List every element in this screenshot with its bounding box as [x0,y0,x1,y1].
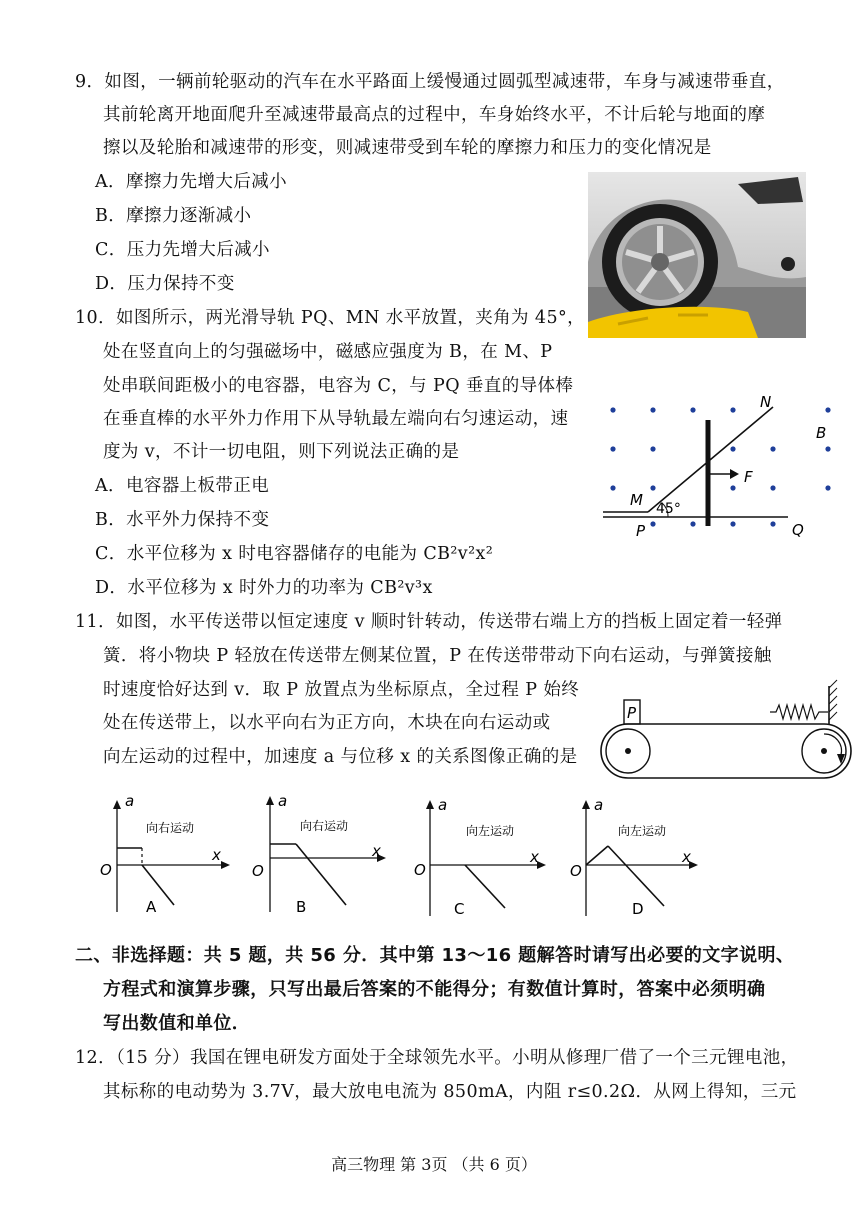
q10-line-4: 在垂直棒的水平外力作用下从导轨最左端向右匀速运动，速 [103,409,569,429]
graph-c-ylabel: a [438,796,448,814]
graph-d-origin: O [570,862,582,880]
car-wheel-photo [588,172,806,338]
label-n: N [760,393,772,411]
q10-line-3: 处串联间距极小的电容器，电容为 C，与 PQ 垂直的导体棒 [103,376,574,396]
q12-line-1: 12．（15 分）我国在锂电研发方面处于全球领先水平。小明从修理厂借了一个三元锂电池， [75,1048,799,1068]
q9-option-c: C．压力先增大后减小 [95,240,270,260]
q12-line-2: 其标称的电动势为 3.7V，最大放电电流为 850mA，内阻 r≤0.2Ω．从网上得知，三元 [103,1082,797,1102]
q11-line-3: 时速度恰好达到 v．取 P 放置点为坐标原点，全过程 P 始终 [103,680,580,700]
magnetic-field-dots [610,407,830,526]
graph-c-xlabel: x [530,848,539,866]
graph-c [410,790,560,918]
q10-line-5: 度为 v，不计一切电阻，则下列说法正确的是 [103,442,460,462]
block-p-label: P [627,704,637,722]
graph-b-ylabel: a [278,792,288,810]
label-b: B [816,424,827,442]
page-footer: 高三物理 第 3页 （共 6 页） [331,1155,537,1174]
rails-magnetic-field-diagram [598,392,848,542]
label-q: Q [792,521,804,539]
graph-c-letter: C [454,900,465,918]
q11-line-2: 簧．将小物块 P 轻放在传送带左侧某位置，P 在传送带带动下向右运动，与弹簧接触 [103,646,772,666]
q10-line-1: 10．如图所示，两光滑导轨 PQ、MN 水平放置，夹角为 45°， [75,308,586,328]
spring [770,705,828,719]
section2-line-2: 方程式和演算步骤，只写出最后答案的不能得分；有数值计算时，答案中必须明确 [103,979,766,1000]
q10-option-c: C．水平位移为 x 时电容器储存的电能为 CB²v²x² [95,544,494,564]
q11-line-1: 11．如图，水平传送带以恒定速度 v 顺时针转动，传送带右端上方的挡板上固定着一轻弹 [75,612,783,632]
q9-option-a: A．摩擦力先增大后减小 [95,172,288,192]
label-angle: 45° [656,501,681,517]
q10-option-b: B．水平外力保持不变 [95,510,270,530]
graph-d-note: 向左运动 [618,824,667,838]
q11-line-4: 处在传送带上，以水平向右为正方向，木块在向右运动或 [103,713,551,733]
conveyor-belt-diagram [598,672,860,784]
graph-b-note: 向右运动 [300,819,349,833]
q9-line-1: 9．如图，一辆前轮驱动的汽车在水平路面上缓慢通过圆弧型减速带，车身与减速带垂直， [75,72,785,92]
q9-option-d: D．压力保持不变 [95,274,235,294]
graph-a-xlabel: x [212,846,221,864]
section2-line-1: 二、非选择题：共 5 题，共 56 分．其中第 13～16 题解答时请写出必要的文字说明、 [75,945,795,966]
q11-line-5: 向左运动的过程中，加速度 a 与位移 x 的关系图像正确的是 [103,747,578,767]
q10-line-2: 处在竖直向上的匀强磁场中，磁感应强度为 B，在 M、P [103,342,553,362]
q9-line-2: 其前轮离开地面爬升至减速带最高点的过程中，车身始终水平，不计后轮与地面的摩 [103,105,766,125]
section2-line-3: 写出数值和单位． [103,1013,251,1034]
graph-b [250,790,400,918]
graph-b-xlabel: x [372,842,381,860]
label-p: P [636,522,646,540]
q9-line-3: 擦以及轮胎和减速带的形变，则减速带受到车轮的摩擦力和压力的变化情况是 [103,138,712,158]
graph-c-note: 向左运动 [466,824,515,838]
graph-a-origin: O [100,861,112,879]
q10-option-d: D．水平位移为 x 时外力的功率为 CB²v³x [95,578,433,598]
graph-a-letter: A [146,898,157,916]
graph-c-origin: O [414,861,426,879]
graph-d-letter: D [632,900,644,918]
label-f: F [744,468,753,486]
graph-d-ylabel: a [594,796,604,814]
graph-d [566,790,716,918]
graph-b-letter: B [296,898,307,916]
label-m: M [630,491,643,509]
graph-a [92,790,242,918]
q10-option-a: A．电容器上板带正电 [95,476,270,496]
graph-a-note: 向右运动 [146,821,195,835]
graph-b-origin: O [252,862,264,880]
graph-a-ylabel: a [125,792,135,810]
graph-d-xlabel: x [682,848,691,866]
q9-option-b: B．摩擦力逐渐减小 [95,206,252,226]
